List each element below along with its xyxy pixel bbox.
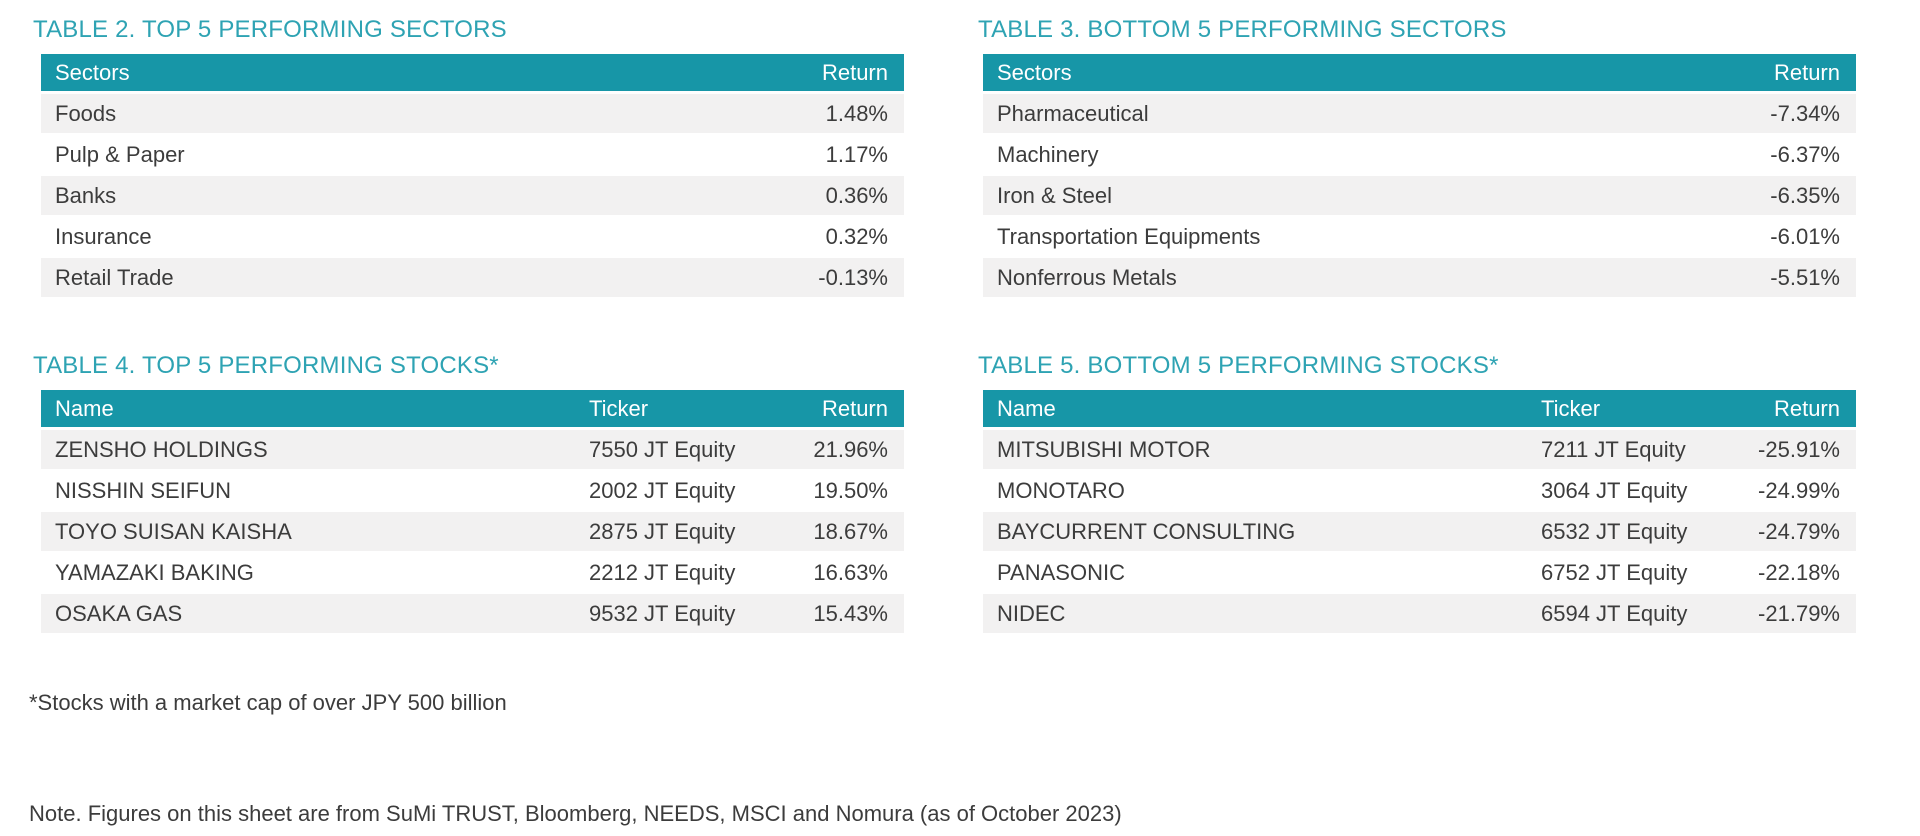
table-row xyxy=(41,94,904,135)
return-cell: -6.37% xyxy=(1689,135,1856,176)
table-row xyxy=(41,471,904,512)
column-header-return: Return xyxy=(737,54,904,94)
table-row xyxy=(983,553,1856,594)
table-row xyxy=(983,135,1856,176)
bottom-stocks-title: TABLE 5. BOTTOM 5 PERFORMING STOCKS* xyxy=(978,352,1499,379)
sector-cell: Machinery xyxy=(983,135,1689,176)
top-stocks-section xyxy=(33,352,904,635)
table-row xyxy=(41,135,904,176)
bottom-sectors-table xyxy=(983,54,1856,299)
ticker-cell: 3064 JT Equity xyxy=(1540,471,1714,512)
header-row xyxy=(41,390,904,430)
column-header-sectors: Sectors xyxy=(41,54,737,94)
name-cell: YAMAZAKI BAKING xyxy=(41,553,588,594)
source-note: Note. Figures on this sheet are from SuMi TRUST, Bloomberg, NEEDS, MSCI and Nomura (as of October 2023) xyxy=(29,801,1122,826)
ticker-cell: 6752 JT Equity xyxy=(1540,553,1714,594)
table-row xyxy=(983,512,1856,553)
table-row xyxy=(983,471,1856,512)
sector-cell: Pharmaceutical xyxy=(983,94,1689,135)
return-cell: 1.17% xyxy=(737,135,904,176)
return-cell: -24.79% xyxy=(1714,512,1856,553)
ticker-cell: 7211 JT Equity xyxy=(1540,430,1714,471)
table-row xyxy=(41,594,904,635)
ticker-cell: 2212 JT Equity xyxy=(588,553,762,594)
return-cell: 0.36% xyxy=(737,176,904,217)
top-stocks-table xyxy=(41,390,904,635)
sector-cell: Insurance xyxy=(41,217,737,258)
sector-cell: Pulp & Paper xyxy=(41,135,737,176)
name-cell: BAYCURRENT CONSULTING xyxy=(983,512,1540,553)
column-header-return: Return xyxy=(762,390,904,430)
bottom-stocks-section xyxy=(978,352,1856,635)
table-row xyxy=(41,176,904,217)
ticker-cell: 6594 JT Equity xyxy=(1540,594,1714,635)
sector-cell: Nonferrous Metals xyxy=(983,258,1689,299)
return-cell: -25.91% xyxy=(1714,430,1856,471)
sector-cell: Banks xyxy=(41,176,737,217)
ticker-cell: 2002 JT Equity xyxy=(588,471,762,512)
return-cell: 21.96% xyxy=(762,430,904,471)
table-row xyxy=(41,430,904,471)
return-cell: -6.35% xyxy=(1689,176,1856,217)
column-header-ticker: Ticker xyxy=(1540,390,1714,430)
name-cell: MITSUBISHI MOTOR xyxy=(983,430,1540,471)
sector-cell: Iron & Steel xyxy=(983,176,1689,217)
return-cell: -24.99% xyxy=(1714,471,1856,512)
name-cell: ZENSHO HOLDINGS xyxy=(41,430,588,471)
column-header-name: Name xyxy=(41,390,588,430)
return-cell: 1.48% xyxy=(737,94,904,135)
header-row xyxy=(983,390,1856,430)
column-header-return: Return xyxy=(1689,54,1856,94)
top-stocks-title: TABLE 4. TOP 5 PERFORMING STOCKS* xyxy=(33,352,499,379)
return-cell: 15.43% xyxy=(762,594,904,635)
table-row xyxy=(983,217,1856,258)
name-cell: NISSHIN SEIFUN xyxy=(41,471,588,512)
table-row xyxy=(41,258,904,299)
top-sectors-table xyxy=(41,54,904,299)
table-row xyxy=(41,217,904,258)
return-cell: 18.67% xyxy=(762,512,904,553)
bottom-sectors-section xyxy=(978,16,1856,299)
header-row xyxy=(983,54,1856,94)
table-row xyxy=(983,430,1856,471)
return-cell: 16.63% xyxy=(762,553,904,594)
table-row xyxy=(41,512,904,553)
name-cell: OSAKA GAS xyxy=(41,594,588,635)
sector-cell: Retail Trade xyxy=(41,258,737,299)
return-cell: 0.32% xyxy=(737,217,904,258)
column-header-return: Return xyxy=(1714,390,1856,430)
ticker-cell: 9532 JT Equity xyxy=(588,594,762,635)
market-cap-footnote: *Stocks with a market cap of over JPY 500 billion xyxy=(29,690,507,715)
top-sectors-section xyxy=(33,16,904,299)
return-cell: -7.34% xyxy=(1689,94,1856,135)
return-cell: -6.01% xyxy=(1689,217,1856,258)
ticker-cell: 7550 JT Equity xyxy=(588,430,762,471)
return-cell: -5.51% xyxy=(1689,258,1856,299)
return-cell: 19.50% xyxy=(762,471,904,512)
name-cell: PANASONIC xyxy=(983,553,1540,594)
return-cell: -21.79% xyxy=(1714,594,1856,635)
column-header-name: Name xyxy=(983,390,1540,430)
table-row xyxy=(983,594,1856,635)
name-cell: MONOTARO xyxy=(983,471,1540,512)
ticker-cell: 2875 JT Equity xyxy=(588,512,762,553)
ticker-cell: 6532 JT Equity xyxy=(1540,512,1714,553)
header-row xyxy=(41,54,904,94)
column-header-ticker: Ticker xyxy=(588,390,762,430)
bottom-sectors-title: TABLE 3. BOTTOM 5 PERFORMING SECTORS xyxy=(978,16,1507,43)
sector-cell: Transportation Equipments xyxy=(983,217,1689,258)
table-row xyxy=(41,553,904,594)
return-cell: -22.18% xyxy=(1714,553,1856,594)
table-row xyxy=(983,176,1856,217)
top-sectors-title: TABLE 2. TOP 5 PERFORMING SECTORS xyxy=(33,16,507,43)
table-row xyxy=(983,258,1856,299)
bottom-stocks-table xyxy=(983,390,1856,635)
name-cell: NIDEC xyxy=(983,594,1540,635)
name-cell: TOYO SUISAN KAISHA xyxy=(41,512,588,553)
column-header-sectors: Sectors xyxy=(983,54,1689,94)
sector-cell: Foods xyxy=(41,94,737,135)
table-row xyxy=(983,94,1856,135)
return-cell: -0.13% xyxy=(737,258,904,299)
